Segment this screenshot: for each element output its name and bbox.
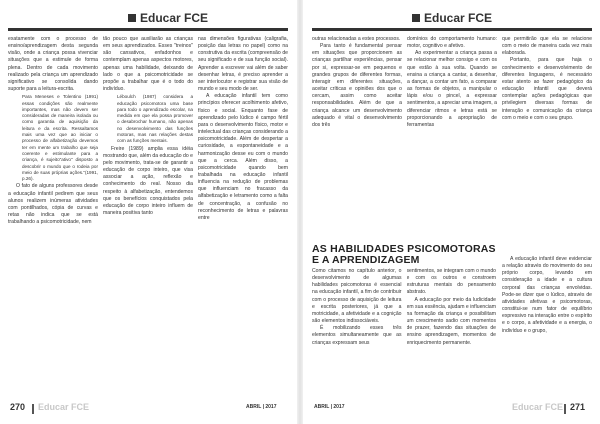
left-column-1 (8, 36, 98, 394)
left-header (128, 8, 208, 28)
square-bullet-icon (412, 14, 420, 22)
paragraph: exatamente com o processo de ensino/aprendizagem desta segunda visão, onde a criança possa vivenciar situações que a estimule de forma plena. Dentro de cada movimento realizado pela criança um aprendizado significativo se consolida dando suporte para a leitura-escrita. (8, 36, 98, 93)
right-header-title: Educar FCE (424, 11, 493, 25)
paragraph: Para tanto é fundamental pensar em situações que proporcionem as crianças partilhar experiências, pensar por si, expressar-se em pequenos e grandes grupos de diferentes formas, interagir em diferentes situações, aceitar críticas e opiniões dos que o cercam, assim como aceitar responsabilidades. Além de que a criança alcance um desenvolvimento adequado é vital o desenvolvimento dos três (312, 43, 402, 128)
paragraph: Portanto, para que haja o conhecimento e desenvolvimento de diferentes linguagens, é necessário estar atento ao fazer pedagógico da educação infantil que deverá contemplar ações pedagógicas que privilegiem diversas formas de interação e comunicação da criança com o meio e com o seu grupo. (502, 57, 592, 121)
citation-paragraph: Léboulch (1987) considera a educação psicomotora uma base para todo o aprendizado escolar, na medida em que ela possa promover o desabrochar humano, não apenas no desenvolvimento das funções motoras, mas nas relações destas com as funções mentais. (117, 94, 193, 144)
right-upper-column-2 (407, 36, 497, 242)
paragraph: Freire (1989) amplia essa idéia mostrando que, além da educação do e pelo movimento, trata-se de garantir a educação de corpo inteiro, que visa associar a ação, reflexão e conhecimento do real. Nosso dia respeito à alfabetização, entendemos que os benefícios conquistados pela educação de corpo inteiro influem de maneira positiva tanto (103, 145, 193, 217)
right-lower-column-2 (407, 268, 497, 394)
left-column-2 (103, 36, 193, 394)
paragraph: tão pouco que auxiliarão as crianças em seus aprendizados. Esses "treinos" são cansativos, enfadonhos e contemplam apenas aspectos motores, apenas uma habilidade, deixando de lado o que a psicomotricidade se propõe a trabalhar que é o todo do indivíduo. (103, 36, 193, 93)
section-heading: AS HABILIDADES PSICOMOTORAS E A APRENDIZAGEM (312, 243, 496, 266)
issue-date: ABRIL | 2017 (246, 404, 277, 410)
paragraph: Ao experimentar a criança passa a se relacionar melhor consigo e com os que estão à sua volta. Quando se ensina a criança a cantar, a desenhar, a dançar, a contar um fato, a comparar as formas de objetos, a manipular o lápis e/ou o pincel, a expressar sentimentos, a apreciar uma imagem, a diferenciar ritmos e letras está se proporcionando a apropriação de ferramentas (407, 50, 497, 128)
right-footer (312, 400, 592, 418)
left-columns (8, 36, 288, 394)
paragraph: O fato de alguns professores desde a educação infantil pedirem que seus alunos realizem inúmeras atividades com pontilhados, cópia de curvas e retas não indica que se está trabalhando a psicomotricidade, nem (8, 183, 98, 226)
right-page (304, 0, 600, 424)
citation-paragraph: Para Meneses e Tolentino (1991) essas condições são realmente importantes, mas não devem ser consideradas de maneira isolada ou como garantia de aquisição da leitura e da escrita. Ressaltamos mais uma vez que ao iniciar o processo de alfabetização devemos ter em mente um trabalho que seja coerente e estimulante para a criança, é sujeito"ativo" disposto a descobrir o mundo que o rodeia por meio de suas próprias ações."(1991, p.26). (22, 94, 98, 182)
paragraph: É mobilizando esses três elementos simultaneamente que as crianças expressam seus (312, 325, 402, 346)
square-bullet-icon (128, 14, 136, 22)
footer-divider (564, 404, 566, 414)
paragraph: que permitirão que ela se relacione com o meio de maneira cada vez mais elaborada. (502, 36, 592, 57)
right-header-rule (312, 28, 592, 31)
footer-brand: Educar FCE (38, 402, 90, 412)
right-upper-column-1 (312, 36, 402, 242)
left-column-3 (198, 36, 288, 394)
paragraph: Como citamos no capítulo anterior, o desenvolvimento de algumas habilidades psicomotoras é essencial na educação infantil, a fim de contribuir com o processo de aquisição de leitura e escrita posteriores, já que a motricidade, a afetividade e a cognição são elementos indissociáveis. (312, 268, 402, 325)
right-upper-column-3 (502, 36, 592, 242)
paragraph: outras relacionadas a estes processos. (312, 36, 401, 42)
right-header (412, 8, 492, 28)
paragraph: nas dimensões figurativas (caligrafia, posição das letras no papel) como na construtiva da escrita (compreensão de seu significado e de sua função social). Aprender a escrever vai além de saber desenhar letras, é preciso aprender a ser interlocutor e registrar sua visão de mundo e seu modo de ser. (198, 36, 288, 93)
paragraph: A educação infantil tem como princípios oferecer acolhimento afetivo, físico e social. Enquanto fase de aprendizado pelo lúdico é campo fértil para o desenvolvimento físico, motor e intelectual das crianças considerando a psicomotricidade. Além de despertar a curiosidade, a espontaneidade e a harmonização desse eu com o mundo que a cerca. Além disso, a psicomotricidade quando bem trabalhada na educação infantil influencia na redução de problemas que influenciam no fracasso da alfabetização e letramento como a falta de concentração, a confusão no reconhecimento de letras e palavras entre (198, 93, 288, 221)
footer-brand: Educar FCE (512, 402, 564, 412)
left-header-rule (8, 28, 288, 31)
left-page (0, 0, 296, 424)
right-lower-columns (312, 268, 496, 394)
right-lower-column-3 (502, 256, 592, 394)
paragraph: sentimentos, se integram com o mundo e com os outros e constroem estruturas mentais do pensamento abstrato. (406, 268, 496, 296)
page-number: 270 (10, 402, 26, 412)
book-gutter (297, 0, 303, 424)
right-upper-columns (312, 36, 592, 242)
footer-divider (32, 404, 34, 414)
right-lower-column-1 (312, 268, 402, 394)
left-header-title: Educar FCE (140, 11, 209, 25)
paragraph: domínios do comportamento humano: motor, cognitivo e afetivo. (407, 36, 497, 50)
paragraph: A educação por meio da ludicidade em sua essência, ajudam e influenciam na formação da criança e possibilitam um crescimento sadio com momentos de prazer, fazendo das situações de ensino aprendizagem, momentos de enriquecimento permanente. (406, 296, 496, 346)
paragraph: A educação infantil deve evidenciar a relação através do movimento do seu próprio corpo, levando em consideração a idade e a cultura corporal das crianças envolvidas. Pode-se dizer que o lúdico, através de atividades afetivas e psicomotoras, constitui-se num fator de equilíbrio expressivo na interação entre o espírito e o corpo, a afetividade e a energia, o indivíduo e o grupo, (502, 256, 592, 334)
issue-date: ABRIL | 2017 (314, 404, 345, 410)
left-footer (8, 400, 288, 418)
page-number: 271 (570, 402, 586, 412)
